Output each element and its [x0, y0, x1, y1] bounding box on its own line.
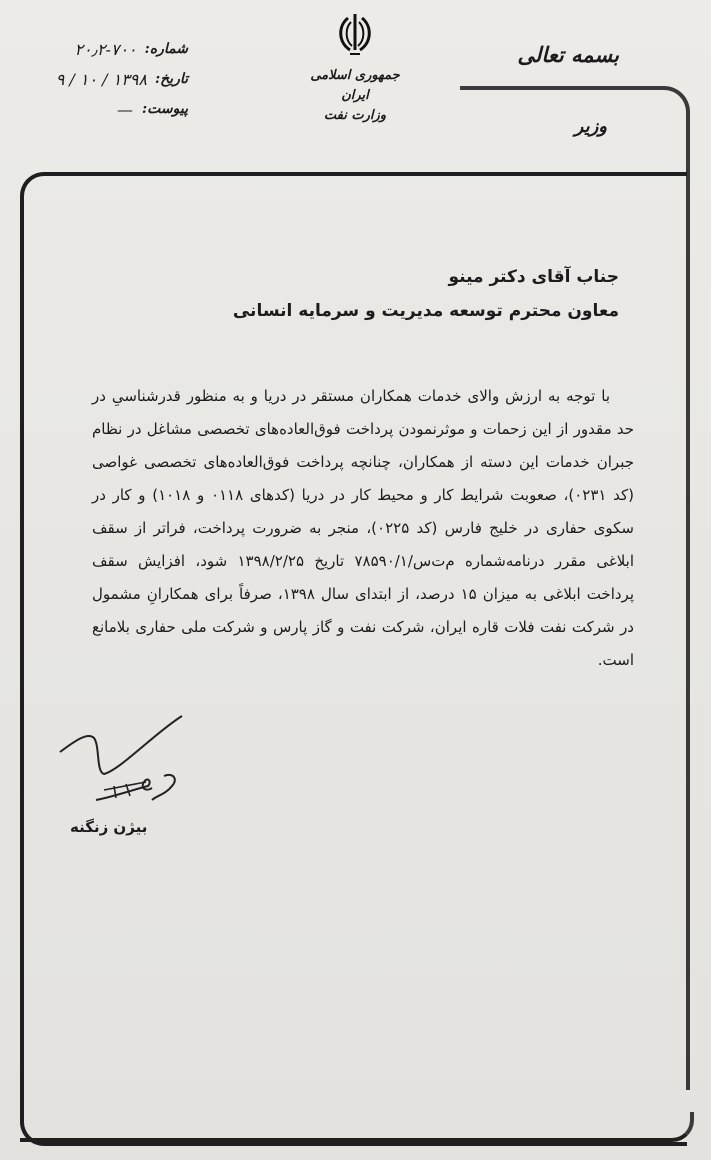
date-row	[18, 64, 188, 94]
attachment-label: پیوست:	[142, 101, 188, 117]
number-value: ۲۰٫۲-۷۰۰	[74, 39, 137, 59]
addressee-name: جناب آقای دکتر مینو	[448, 267, 619, 287]
iran-emblem-icon	[334, 10, 376, 58]
attachment-value: —	[117, 99, 134, 119]
body-paragraph: با توجه به ارزش والای خدمات همکاران مستقر در دریا و به منظور قدرشناسیِ در حد مقدور از این زحمات و موثرنمودن پرداخت فوق‌العاده‌های تخصصی مشاغل در نظام جبران خدمات این دسته از همکاران، چنانچه پرداخت فوق‌العاده‌های تخصصی غواصی (کد ۰۲۳۱)، صعوبت شرایط کار و محیط کار در دریا (کدهای ۰۱۱۸ و ۱۰۱۸) و کار در سکوی حفاری در خلیج فارس (کد ۰۲۲۵)، منجر به ضرورت پرداخت، فراتر از سقف ابلاغی مقرر درنامه‌شماره م‌ت‌س/۷۸۵۹۰/۱ تاریخ ۱۳۹۸/۲/۲۵ شود، افزایش سقف پرداخت ابلاغی به میزان ۱۵ درصد، از ابتدای سال ۱۳۹۸، صرفاً برای همکارانِ مشمول در شرکت نفت فلات قاره ایران، شرکت نفت و گاز پارس و شرکت ملی حفاری بلامانع است.	[92, 387, 634, 669]
addressee-title: معاون محترم توسعه مدیریت و سرمایه انسانی	[232, 301, 619, 321]
letterhead	[300, 66, 410, 126]
addressee-block	[233, 260, 619, 328]
invocation-text: بسمه تعالی	[517, 42, 619, 67]
content-frame-bottom	[20, 1112, 694, 1142]
date-label: تاریخ:	[154, 71, 188, 87]
signer-name: بیژن زنگنه	[70, 818, 148, 836]
letter-metadata	[18, 34, 188, 124]
ministry-name: وزارت نفت	[323, 108, 387, 123]
letter-body	[92, 380, 634, 677]
attachment-row	[18, 94, 188, 124]
number-row	[18, 34, 188, 64]
country-name: جمهوری اسلامی ایران	[310, 68, 400, 103]
date-value: ۱۳۹۸ / ۱۰ / ۹	[55, 69, 147, 89]
number-label: شماره:	[144, 41, 188, 57]
office-title: وزیر	[574, 116, 607, 137]
handwritten-signature	[56, 712, 196, 822]
